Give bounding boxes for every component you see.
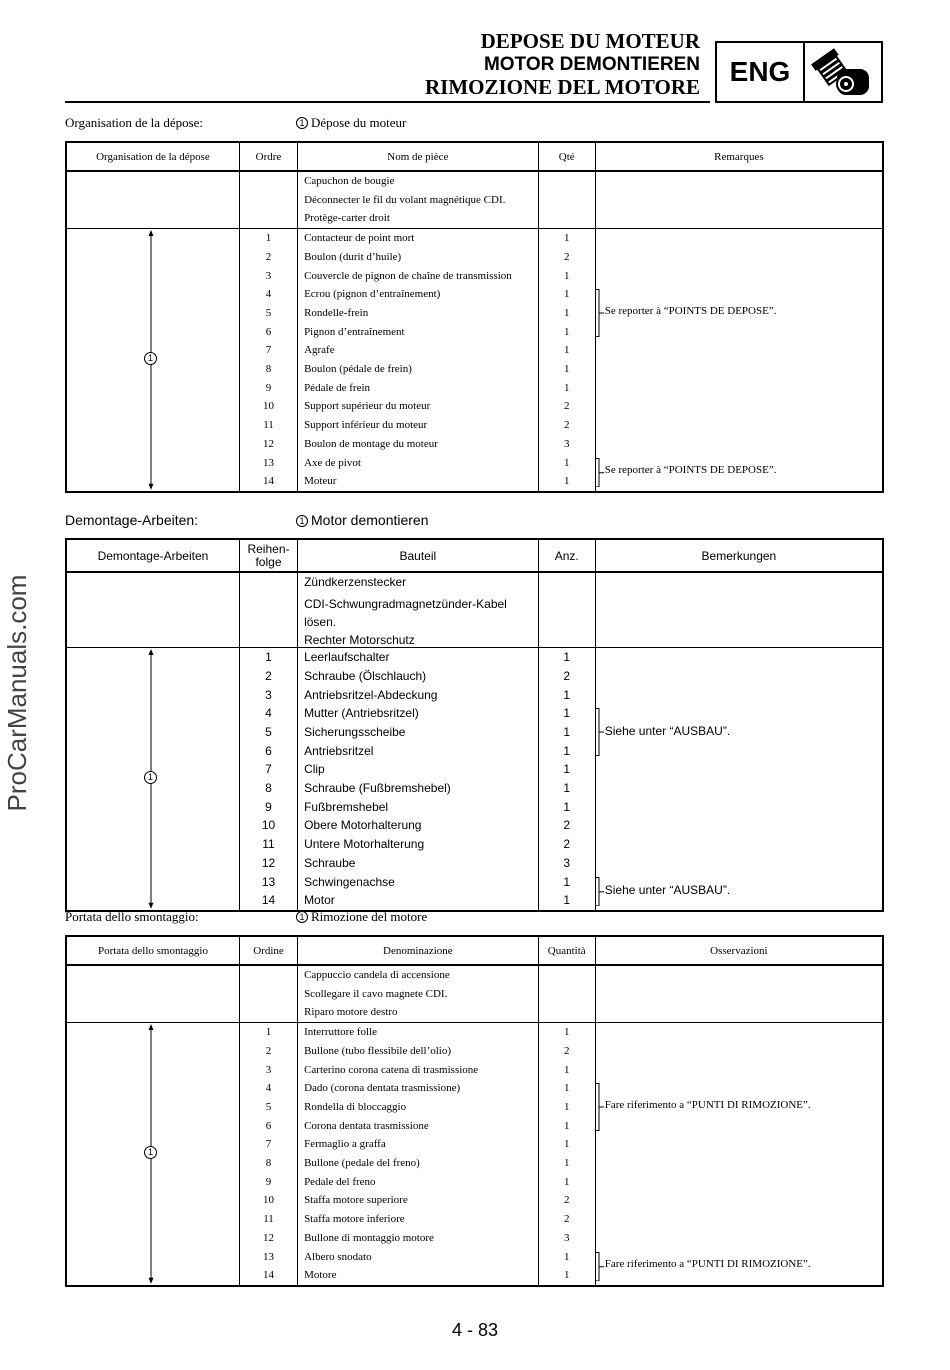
row-part-name: Agrafe (304, 344, 335, 357)
row-order: 13 (262, 1250, 274, 1263)
row-order: 12 (261, 855, 276, 870)
row-part-name: Untere Motorhalterung (304, 837, 425, 852)
row-order: 2 (265, 1044, 272, 1057)
row-part-name: Contacteur de point mort (304, 232, 415, 245)
row-quantity: 1 (563, 232, 570, 245)
col-header: Anz. (538, 539, 595, 572)
row-order: 7 (265, 762, 272, 777)
section-1-step (296, 115, 406, 131)
row-quantity: 1 (563, 269, 570, 282)
row-part-name: Boulon de montage du moteur (304, 437, 438, 450)
row-quantity: 2 (563, 419, 570, 432)
badge-label: ENG (717, 43, 805, 101)
row-quantity: 3 (563, 855, 571, 870)
row-order: 5 (265, 1100, 272, 1113)
row-part-name: Axe de pivot (304, 456, 361, 469)
col-header: Remarques (595, 142, 883, 171)
range-arrow (66, 229, 239, 492)
row-order: 12 (262, 1231, 274, 1244)
pre-item: Rechter Motorschutz (304, 633, 415, 648)
row-quantity: 1 (563, 1175, 570, 1188)
col-header: Quantità (538, 936, 595, 965)
row-order: 9 (265, 1175, 272, 1188)
remark-text: Siehe unter “AUSBAU”. (604, 883, 731, 898)
col-header: Portata dello smontaggio (66, 936, 239, 965)
pre-item: Protège-carter droit (304, 212, 390, 225)
header-rule (65, 101, 710, 103)
row-quantity: 2 (563, 818, 571, 833)
row-quantity: 1 (563, 344, 570, 357)
engine-icon (805, 43, 881, 101)
row-quantity: 1 (563, 381, 570, 394)
row-part-name: Pignon d’entraînement (304, 325, 405, 338)
section-2-step-title: Motor demontieren (311, 512, 429, 528)
row-quantity: 3 (563, 437, 570, 450)
row-quantity: 1 (563, 1138, 570, 1151)
row-order: 4 (265, 1082, 272, 1095)
section-1-label: Organisation de la dépose: (65, 115, 204, 130)
section-badge (715, 41, 883, 103)
row-order: 3 (265, 269, 272, 282)
row-quantity: 1 (563, 1063, 570, 1076)
parts-table-french (65, 141, 884, 493)
col-header: Qté (538, 142, 595, 171)
steps-block (66, 1023, 883, 1286)
row-quantity: 1 (563, 874, 571, 889)
row-order: 14 (261, 893, 276, 908)
row-part-name: Mutter (Antriebsritzel) (304, 706, 419, 721)
row-order: 13 (262, 456, 274, 469)
row-part-name: Moteur (304, 475, 337, 488)
pre-item: Déconnecter le fil du volant magnétique CDI. (304, 193, 506, 206)
row-order: 5 (265, 306, 272, 319)
remark-text: Se reporter à “POINTS DE DEPOSE”. (604, 464, 777, 477)
row-part-name: Obere Motorhalterung (304, 818, 422, 833)
row-part-name: Motore (304, 1269, 337, 1282)
row-part-name: Leerlaufschalter (304, 650, 390, 665)
parts-table-german (65, 538, 884, 912)
row-order: 11 (263, 419, 274, 432)
pre-item: Zündkerzenstecker (304, 575, 407, 589)
row-quantity: 1 (563, 724, 571, 739)
row-part-name: Antriebsritzel (304, 743, 374, 758)
row-part-name: Staffa motore inferiore (304, 1213, 405, 1226)
row-order: 9 (265, 799, 272, 814)
row-part-name: Schraube (Ölschlauch) (304, 668, 427, 683)
pre-item: Cappuccio candela di accensione (304, 969, 450, 981)
step-marker: 1 (296, 911, 308, 923)
row-order: 11 (263, 1213, 274, 1226)
col-header: Denominazione (298, 936, 539, 965)
row-quantity: 3 (563, 1231, 570, 1244)
row-order: 10 (262, 1194, 274, 1207)
section-1-step-title: Dépose du moteur (311, 115, 407, 130)
row-quantity: 1 (563, 288, 570, 301)
row-order: 10 (261, 818, 276, 833)
pre-item: Capuchon de bougie (304, 175, 395, 187)
row-order: 8 (265, 363, 272, 376)
row-order: 5 (265, 724, 272, 739)
row-part-name: Sicherungsscheibe (304, 724, 406, 739)
section-3-step (296, 909, 427, 925)
col-header: Ordre (239, 142, 297, 171)
row-part-name: Bullone di montaggio motore (304, 1231, 434, 1244)
range-arrow (66, 648, 239, 911)
row-order: 1 (265, 1026, 272, 1039)
row-part-name: Motor (304, 893, 335, 908)
pre-item: Scollegare il cavo magnete CDI. (304, 987, 448, 1000)
row-quantity: 2 (563, 668, 571, 683)
pre-item: CDI-Schwungradmagnetzünder-Kabel lösen. (304, 596, 507, 630)
row-quantity: 2 (563, 1044, 570, 1057)
row-quantity: 2 (563, 837, 571, 852)
col-header: Nom de pièce (298, 142, 539, 171)
range-arrow (66, 1023, 239, 1286)
row-part-name: Fußbremshebel (304, 799, 389, 814)
row-part-name: Support inférieur du moteur (304, 419, 428, 432)
step-marker: 1 (144, 1146, 157, 1159)
row-part-name: Interruttore folle (304, 1026, 378, 1039)
row-order: 3 (265, 1063, 272, 1076)
row-quantity: 1 (563, 1119, 570, 1132)
row-quantity: 1 (563, 1082, 570, 1095)
row-part-name: Staffa motore superiore (304, 1194, 408, 1207)
row-quantity: 1 (563, 1269, 570, 1282)
row-quantity: 1 (563, 781, 571, 796)
section-3-label: Portata dello smontaggio: (65, 909, 199, 924)
col-header: Reihen- folge (239, 539, 297, 572)
row-order: 2 (265, 250, 272, 263)
row-order: 3 (265, 687, 272, 702)
row-quantity: 1 (563, 325, 570, 338)
row-order: 10 (262, 400, 274, 413)
row-quantity: 1 (563, 363, 570, 376)
row-part-name: Rondelle-frein (304, 306, 369, 319)
row-order: 6 (265, 325, 272, 338)
step-marker: 1 (296, 515, 308, 527)
row-order: 9 (265, 381, 272, 394)
row-order: 1 (265, 232, 272, 245)
row-part-name: Rondella di bloccaggio (304, 1100, 407, 1113)
row-part-name: Antriebsritzel-Abdeckung (304, 687, 438, 702)
page-number: 4 - 83 (451, 1320, 499, 1340)
watermark-text: ProCarManuals.com (2, 574, 32, 812)
row-part-name: Schwingenachse (304, 874, 395, 889)
row-part-name: Boulon (durit d’huile) (304, 250, 402, 263)
row-quantity: 1 (563, 456, 570, 469)
parts-table-italian (65, 935, 884, 1287)
row-quantity: 1 (563, 1026, 570, 1039)
row-quantity: 1 (563, 893, 571, 908)
row-part-name: Clip (304, 762, 325, 777)
row-quantity: 2 (563, 400, 570, 413)
row-quantity: 1 (563, 650, 571, 665)
remark-text: Fare riferimento a “PUNTI DI RIMOZIONE”. (604, 1258, 811, 1271)
pre-item: Riparo motore destro (304, 1006, 398, 1019)
row-quantity: 1 (563, 1157, 570, 1170)
row-order: 4 (265, 706, 272, 721)
row-part-name: Dado (corona dentata trasmissione) (304, 1082, 461, 1095)
row-order: 11 (262, 837, 275, 852)
remark-text: Fare riferimento a “PUNTI DI RIMOZIONE”. (604, 1099, 811, 1112)
row-part-name: Schraube (Fußbremshebel) (304, 781, 451, 796)
row-part-name: Albero snodato (304, 1250, 372, 1263)
row-part-name: Pédale de frein (304, 381, 371, 394)
row-quantity: 1 (563, 799, 571, 814)
row-quantity: 1 (563, 743, 571, 758)
steps-block (66, 648, 883, 911)
row-order: 2 (265, 668, 272, 683)
row-part-name: Couvercle de pignon de chaîne de transmission (304, 269, 512, 282)
title-italian: RIMOZIONE DEL MOTORE (425, 75, 700, 99)
remark-text: Se reporter à “POINTS DE DEPOSE”. (604, 305, 777, 318)
row-order: 7 (265, 344, 272, 357)
section-3-step-title: Rimozione del motore (311, 909, 428, 924)
row-quantity: 1 (563, 1250, 570, 1263)
row-order: 6 (265, 743, 272, 758)
row-part-name: Boulon (pédale de frein) (304, 363, 412, 376)
row-quantity: 2 (563, 1213, 570, 1226)
row-quantity: 2 (563, 250, 570, 263)
col-header: Organisation de la dépose (66, 142, 239, 171)
remark-text: Siehe unter “AUSBAU”. (604, 724, 731, 739)
title-german: MOTOR DEMONTIEREN (483, 54, 700, 75)
row-quantity: 1 (563, 762, 571, 777)
row-quantity: 1 (563, 475, 570, 488)
col-header: Bauteil (298, 539, 539, 572)
row-part-name: Support supérieur du moteur (304, 400, 431, 413)
row-quantity: 1 (563, 306, 570, 319)
row-order: 13 (261, 874, 276, 889)
section-2-label: Demontage-Arbeiten: (65, 512, 199, 528)
title-french: DEPOSE DU MOTEUR (480, 29, 700, 53)
row-order: 1 (265, 650, 272, 665)
row-part-name: Bullone (tubo flessibile dell’olio) (304, 1044, 452, 1057)
col-header: Bemerkungen (595, 539, 883, 572)
row-part-name: Carterino corona catena di trasmissione (304, 1063, 479, 1076)
row-part-name: Corona dentata trasmissione (304, 1119, 429, 1132)
row-part-name: Pedale del freno (304, 1175, 376, 1188)
row-order: 4 (265, 288, 272, 301)
page-title-block (425, 30, 700, 99)
row-order: 14 (262, 475, 274, 488)
col-header: Demontage-Arbeiten (66, 539, 239, 572)
row-order: 6 (265, 1119, 272, 1132)
row-order: 14 (262, 1269, 274, 1282)
col-header: Ordine (239, 936, 297, 965)
row-part-name: Bullone (pedale del freno) (304, 1157, 420, 1170)
row-quantity: 2 (563, 1194, 570, 1207)
row-part-name: Schraube (304, 855, 356, 870)
col-header: Osservazioni (595, 936, 883, 965)
steps-block (66, 229, 883, 492)
row-part-name: Ecrou (pignon d’entraînement) (304, 288, 441, 301)
row-order: 8 (265, 781, 272, 796)
row-quantity: 1 (563, 687, 571, 702)
row-quantity: 1 (563, 1100, 570, 1113)
section-2-step (296, 512, 429, 528)
row-order: 7 (265, 1138, 272, 1151)
row-part-name: Fermaglio a graffa (304, 1138, 386, 1151)
row-order: 12 (262, 437, 274, 450)
step-marker: 1 (144, 771, 157, 784)
step-marker: 1 (296, 117, 308, 129)
step-marker: 1 (144, 352, 157, 365)
row-order: 8 (265, 1157, 272, 1170)
row-quantity: 1 (563, 706, 571, 721)
